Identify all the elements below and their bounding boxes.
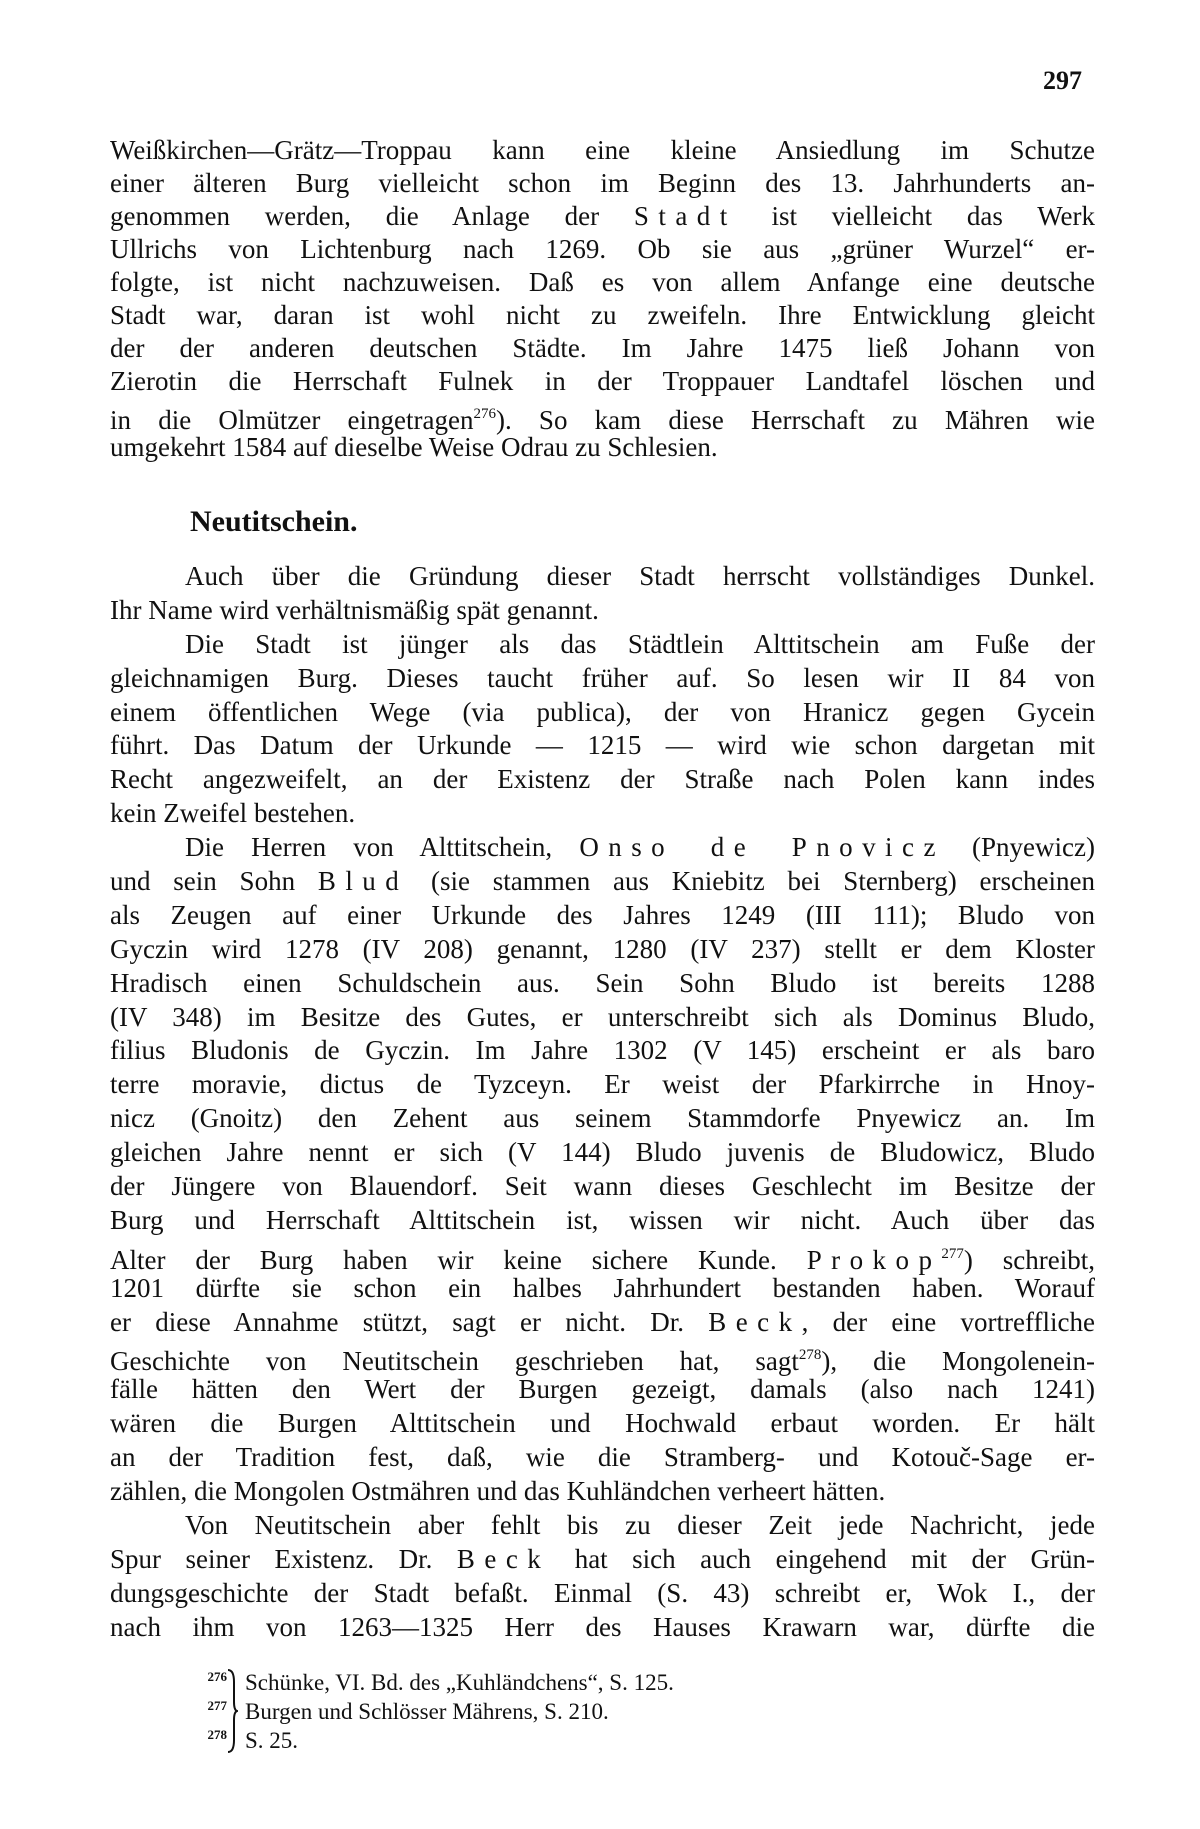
text-line [110, 1543, 1095, 1577]
text-segment: ). So kam diese Herrschaft zu Mähren wie [495, 405, 1095, 435]
text-line: Burg und Herrschaft Alttitschein ist, wissen wir nicht. Auch über das [110, 1204, 1095, 1235]
footnote-text: S. 25. [245, 1728, 299, 1753]
text-segment: (Pnyewicz) [944, 832, 1095, 863]
text-line: 1201 dürfte sie schon ein halbes Jahrhundert bestanden haben. Worauf [110, 1272, 1095, 1303]
text-segment: Die Herren von Alttitschein, [185, 832, 580, 863]
text-line: folgte, ist nicht nachzuweisen. Daß es von allem Anfange eine deutsche [110, 267, 1095, 297]
text-segment: in die Olmützer eingetragen [110, 405, 474, 435]
text-line: Weißkirchen—Grätz—Troppau kann eine kleine Ansiedlung im Schutze [110, 135, 1095, 165]
text-line [110, 865, 1095, 899]
text-line: nicz (Gnoitz) den Zehent aus seinem Stammdorfe Pnyewicz an. Im [110, 1103, 1095, 1134]
footnote [195, 1691, 674, 1724]
text-line: dungsgeschichte der Stadt befaßt. Einmal (S. 43) schreibt er, Wok I., der [110, 1577, 1095, 1608]
spaced-name: Prokop [806, 1244, 942, 1275]
footnote-marker: 278 [207, 1727, 227, 1742]
text-line: gleichnamigen Burg. Dieses taucht früher auf. So lesen wir II 84 von [110, 662, 1095, 693]
text-line: einem öffentlichen Wege (via publica), der von Hranicz gegen Gycein [110, 696, 1095, 727]
text-line [110, 831, 1095, 865]
text-line: Zierotin die Herrschaft Fulnek in der Troppauer Landtafel löschen und [110, 366, 1095, 396]
text-line [110, 1306, 1095, 1340]
footnote [195, 1662, 674, 1695]
text-line: Ihr Name wird verhältnismäßig spät genannt. [110, 594, 599, 625]
spaced-name: Beck [456, 1543, 551, 1574]
text-line: der der anderen deutschen Städte. Im Jahre 1475 ließ Johann von [110, 333, 1095, 363]
text-line: Stadt war, daran ist wohl nicht zu zweifeln. Ihre Entwicklung gleicht [110, 300, 1095, 330]
footnote-text: Burgen und Schlösser Mährens, S. 210. [245, 1699, 609, 1724]
text-segment: hat sich auch eingehend mit der Grün- [550, 1543, 1096, 1574]
text-line: umgekehrt 1584 auf dieselbe Weise Odrau zu Schlesien. [110, 432, 718, 462]
text-segment: Alter der Burg haben wir keine sichere Kunde. [110, 1244, 807, 1275]
spaced-name: Blud [317, 866, 409, 897]
text-segment: und sein Sohn [110, 866, 318, 897]
text-segment: ), die Mongolenein- [821, 1346, 1095, 1377]
text-line: terre moravie, dictus de Tyzceyn. Er weist der Pfarkirrche in Hnoy- [110, 1069, 1095, 1100]
text-line: Gyczin wird 1278 (IV 208) genannt, 1280 (IV 237) stellt er dem Kloster [110, 933, 1095, 964]
section-body [110, 560, 1095, 1645]
text-segment: er diese Annahme stützt, sagt er nicht. Dr. [110, 1306, 709, 1337]
text-line: Hradisch einen Schuldschein aus. Sein Sohn Bludo ist bereits 1288 [110, 967, 1095, 998]
text-line [110, 200, 1095, 233]
footnote-reference: 277 [941, 1245, 964, 1262]
text-segment: genommen werden, die Anlage der [110, 201, 634, 231]
text-segment: , der eine vortreffliche [801, 1306, 1095, 1337]
text-line: gleichen Jahre nennt er sich (V 144) Bludo juvenis de Bludowicz, Bludo [110, 1137, 1095, 1168]
text-line: als Zeugen auf einer Urkunde des Jahres 1249 (III 111); Bludo von [110, 899, 1095, 930]
text-segment: ) schreibt, [963, 1244, 1096, 1275]
spaced-name: Beck [708, 1306, 802, 1337]
text-line: nach ihm von 1263—1325 Herr des Hauses Krawarn war, dürfte die [110, 1611, 1095, 1642]
text-line: an der Tradition fest, daß, wie die Stramberg- und Kotouč-Sage er- [110, 1442, 1095, 1473]
text-line: filius Bludonis de Gyczin. Im Jahre 1302 (V 145) erscheint er als baro [110, 1035, 1095, 1066]
text-line: Von Neutitschein aber fehlt bis zu dieser Zeit jede Nachricht, jede [185, 1509, 1095, 1540]
spaced-name: Stadt [633, 201, 737, 231]
text-line: fälle hätten den Wert der Burgen gezeigt, damals (also nach 1241) [110, 1374, 1095, 1405]
text-line [110, 398, 1095, 435]
footnote-reference: 276 [473, 406, 496, 422]
text-line: Ullrichs von Lichtenburg nach 1269. Ob sie aus „grüner Wurzel“ er- [110, 234, 1095, 264]
text-line: führt. Das Datum der Urkunde — 1215 — wird wie schon dargetan mit [110, 730, 1095, 761]
footnote-reference: 278 [798, 1347, 822, 1364]
footnote-text: Schünke, VI. Bd. des „Kuhländchens“, S. 125. [245, 1670, 674, 1695]
text-segment: (sie stammen aus Kniebitz bei Sternberg) erscheinen [408, 866, 1095, 897]
spaced-name: Onso de Pnovicz [579, 832, 945, 863]
text-line: einer älteren Burg vielleicht schon im Beginn des 13. Jahrhunderts an- [110, 168, 1095, 198]
footnote-marker: 277 [207, 1698, 227, 1713]
page-number: 297 [1043, 66, 1082, 95]
section-heading: Neutitschein. [190, 505, 358, 538]
text-line: wären die Burgen Alttitschein und Hochwald erbaut worden. Er hält [110, 1408, 1095, 1439]
text-line: Recht angezweifelt, an der Existenz der Straße nach Polen kann indes [110, 764, 1095, 795]
footnote [195, 1720, 674, 1753]
text-line: kein Zweifel bestehen. [110, 798, 356, 829]
text-line: Auch über die Gründung dieser Stadt herrscht vollständiges Dunkel. [185, 561, 1095, 591]
text-line: der Jüngere von Blauendorf. Seit wann dieses Geschlecht im Besitze der [110, 1171, 1095, 1202]
text-line: zählen, die Mongolen Ostmähren und das Kuhländchen verheert hätten. [110, 1476, 886, 1507]
text-segment: ist vielleicht das Werk [736, 201, 1095, 231]
text-line: (IV 348) im Besitze des Gutes, er unterschreibt sich als Dominus Bludo, [110, 1001, 1095, 1032]
text-line: Die Stadt ist jünger als das Städtlein Alttitschein am Fuße der [185, 628, 1095, 659]
text-segment: Spur seiner Existenz. Dr. [110, 1543, 457, 1574]
footnotes [195, 1662, 674, 1753]
text-segment: Geschichte von Neutitschein geschrieben hat, sagt [110, 1346, 799, 1377]
opening-paragraph [110, 134, 1095, 464]
text-line [110, 1238, 1096, 1275]
footnote-marker: 276 [207, 1669, 227, 1684]
text-line [110, 1339, 1095, 1377]
